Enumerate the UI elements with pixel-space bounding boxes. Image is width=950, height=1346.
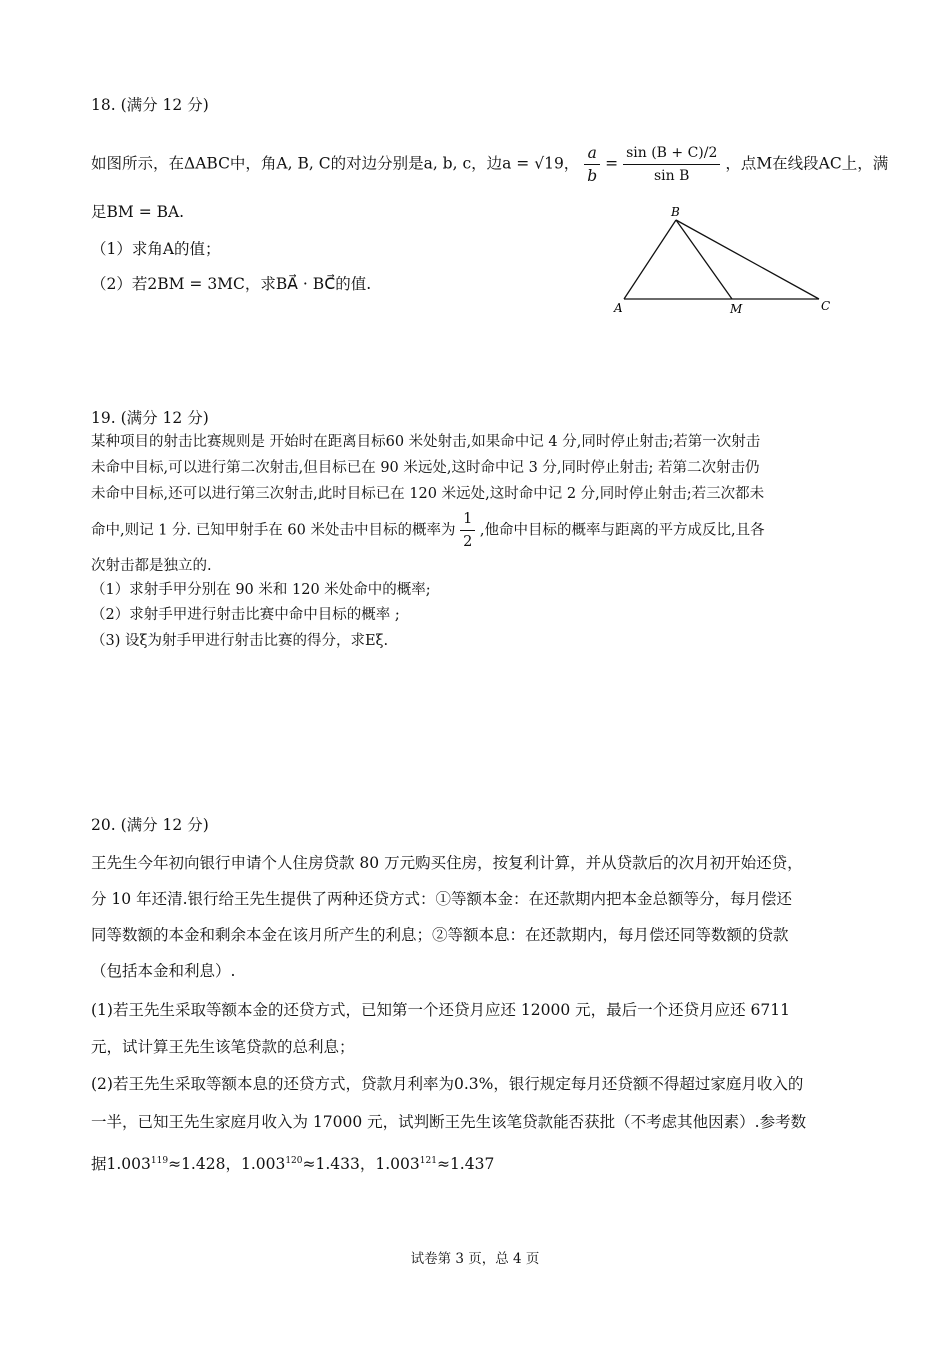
q20-ref2-exp: 120 — [285, 1156, 303, 1166]
q19-line2: 未命中目标,可以进行第二次射击,但目标已在 90 米远处,这时命中记 3 分,同时停止射击; 若第二次射击仍 — [91, 460, 760, 476]
q20-reference-data — [91, 1150, 494, 1175]
q18-label-a: A — [614, 301, 623, 315]
q20-ref-prefix: 据 — [91, 1155, 107, 1174]
q19-half-den: 2 — [463, 534, 473, 550]
q20-sub2-line1: (2)若王先生采取等额本息的还贷方式，贷款月利率为0.3%，银行规定每月还贷额不得超过家庭月收入的 — [91, 1075, 804, 1093]
q18-sub2: （2）若2BM = 3MC，求BA⃗ · BC⃗的值. — [91, 275, 372, 293]
q18-frac-sin — [623, 142, 720, 187]
q20-line4: （包括本金和利息）. — [91, 962, 236, 980]
q18-segment-bm — [676, 220, 732, 299]
q18-segment-bc — [676, 220, 819, 299]
q18-label-c: C — [821, 299, 831, 313]
q19-line4-part1: 命中,则记 1 分. 已知甲射手在 60 米处击中目标的概率为 — [91, 522, 456, 539]
page-footer: 试卷第 3 页，总 4 页 — [410, 1251, 540, 1267]
q20-line1: 王先生今年初向银行申请个人住房贷款 80 万元购买住房，按复利计算，并从贷款后的次月初开始还贷， — [91, 854, 803, 872]
q20-sub2-line2: 一半，已知王先生家庭月收入为 17000 元，试判断王先生该笔贷款能否获批（不考虑其他因素）.参考数 — [91, 1113, 807, 1131]
q20-ref2-val: ≈1.433， — [302, 1155, 376, 1174]
q18-frac-a-over-b — [584, 142, 600, 187]
q20-ref3-base: 1.003 — [375, 1155, 420, 1174]
q18-triangle-figure — [605, 200, 845, 320]
q18-label-m: M — [730, 302, 743, 316]
q18-stem-part1: 如图所示，在ΔABC中，角A, B, C的对边分别是a, b, c，边a = √19， — [91, 154, 580, 173]
q20-sub1-line1: (1)若王先生采取等额本金的还贷方式，已知第一个还贷月应还 12000 元，最后一个还贷月应还 6711 — [91, 1001, 790, 1019]
q19-line3: 未命中目标,还可以进行第三次射击,此时目标已在 120 米远处,这时命中记 2 分,同时停止射击;若三次都未 — [91, 486, 765, 502]
q20-ref3-exp: 121 — [419, 1156, 437, 1166]
q20-line2: 分 10 年还清.银行给王先生提供了两种还贷方式：①等额本金：在还款期内把本金总额等分，每月偿还 — [91, 890, 793, 908]
q18-stem-part2: ，点M在线段AC上，满 — [725, 154, 889, 173]
q19-frac-half — [460, 508, 475, 553]
q20-ref1-exp: 119 — [150, 1156, 169, 1166]
q20-ref1-val: ≈1.428， — [168, 1155, 241, 1174]
q20-ref2-base: 1.003 — [240, 1155, 286, 1174]
q18-frac-a-den: b — [587, 167, 598, 185]
q19-line4 — [91, 508, 765, 553]
q18-segment-ab — [624, 220, 676, 299]
q18-stem-line1 — [91, 142, 888, 187]
q18-sub1: （1）求角A的值； — [91, 240, 221, 258]
q20-header: 20. (满分 12 分) — [91, 816, 209, 834]
q19-header: 19. (满分 12 分) — [91, 409, 209, 427]
q18-equals: = — [605, 154, 619, 173]
q20-ref1-base: 1.003 — [106, 1155, 151, 1174]
q19-sub3: （3) 设ξ为射手甲进行射击比赛的得分，求Eξ. — [91, 633, 389, 649]
q18-label-b: B — [671, 205, 680, 219]
q20-line3: 同等数额的本金和剩余本金在该月所产生的利息；②等额本息：在还款期内，每月偿还同等数额的贷款 — [91, 926, 789, 944]
q19-sub2: （2）求射手甲进行射击比赛中命中目标的概率 ; — [91, 607, 400, 623]
q20-ref3-val: ≈1.437 — [436, 1155, 495, 1174]
q18-frac-a-num: a — [584, 142, 600, 165]
q18-frac-sin-den: sin B — [654, 168, 690, 184]
q19-line1: 某种项目的射击比赛规则是 开始时在距离目标60 米处射击,如果命中记 4 分,同时停止射击;若第一次射击 — [91, 434, 761, 450]
q19-half-num: 1 — [460, 508, 475, 531]
q19-line5: 次射击都是独立的. — [91, 558, 212, 574]
q19-line4-part2: ,他命中目标的概率与距离的平方成反比,且各 — [479, 522, 765, 539]
q18-header: 18. (满分 12 分) — [91, 96, 209, 114]
q18-stem-part3: 足BM = BA. — [91, 203, 185, 221]
q18-frac-sin-num: sin (B + C)/2 — [623, 142, 720, 165]
q20-sub1-line2: 元，试计算王先生该笔贷款的总利息； — [91, 1038, 355, 1056]
q19-sub1: （1）求射手甲分别在 90 米和 120 米处命中的概率; — [91, 582, 431, 598]
